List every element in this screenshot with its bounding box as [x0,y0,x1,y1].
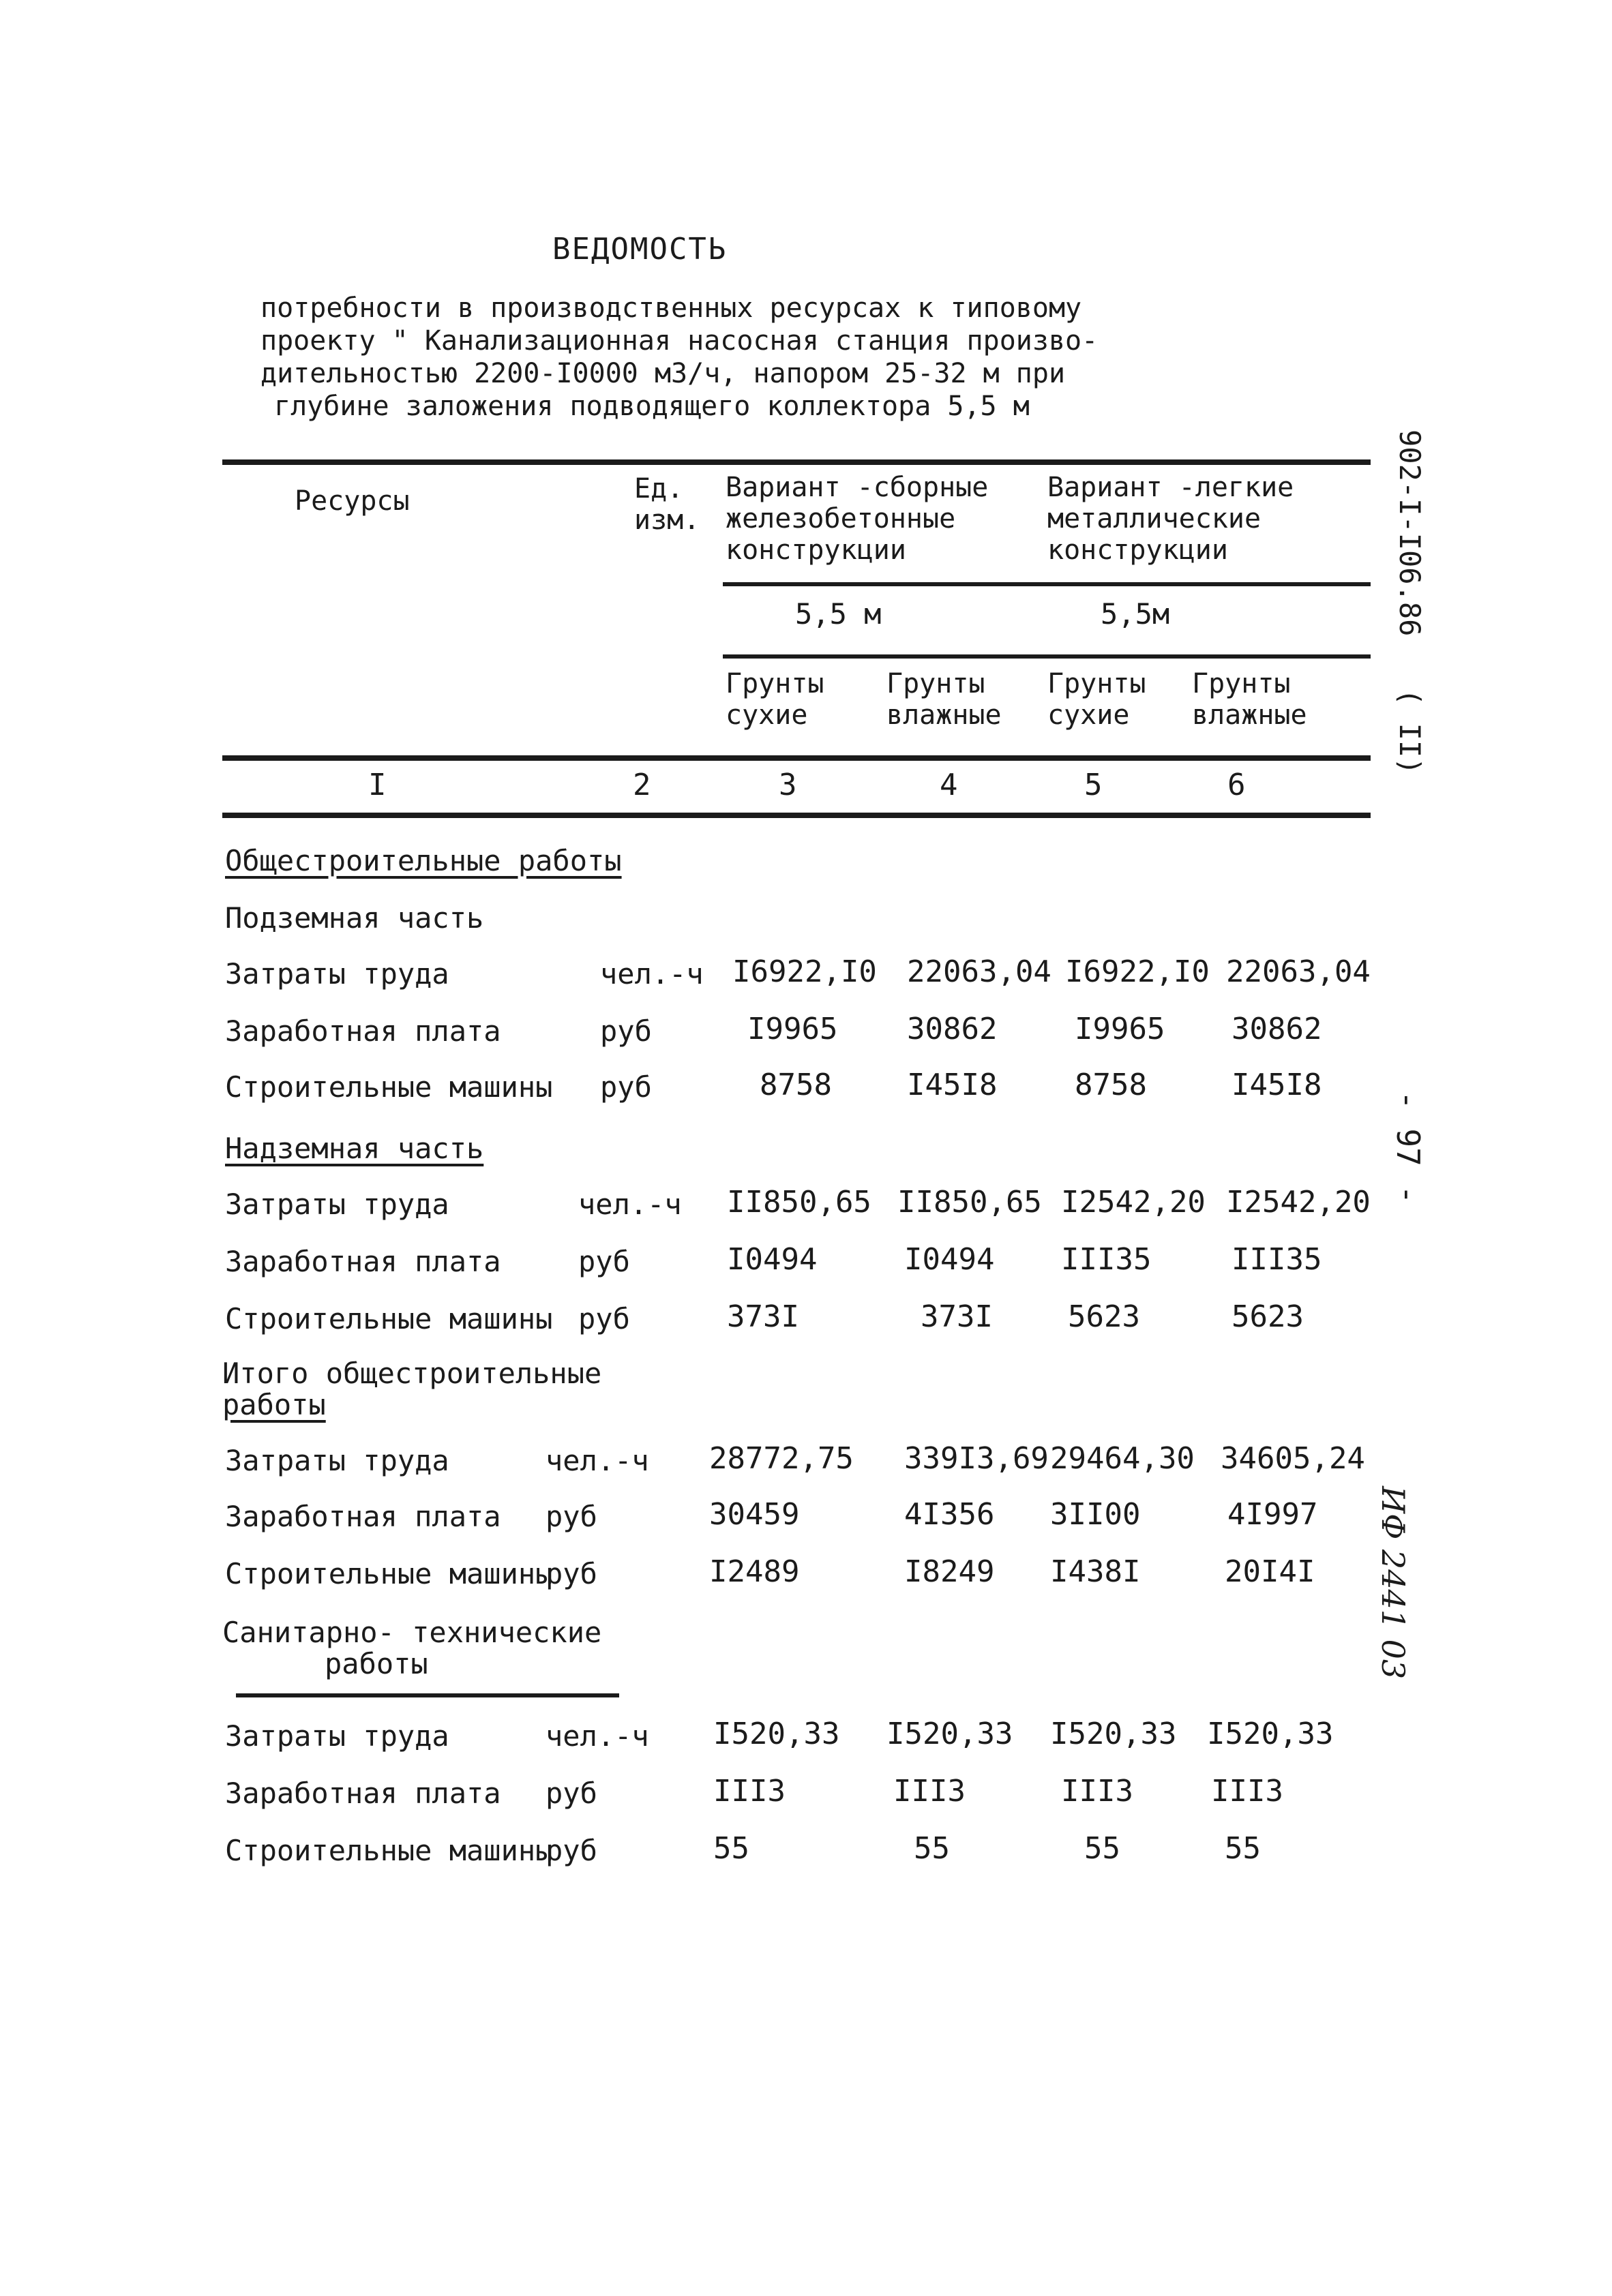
row-value: III35 [1232,1242,1322,1277]
col-number: 3 [779,768,797,802]
row-value: I2542,20 [1061,1185,1206,1220]
row-unit: руб [546,1777,597,1810]
col-number: 2 [633,768,651,802]
row-value: I2542,20 [1226,1185,1371,1220]
subtitle-line: проекту " Канализационная насосная станция произво- [260,325,1099,357]
row-value: III35 [1061,1242,1152,1277]
row-label: Строительные машины [225,1834,553,1867]
row-value: I45I8 [907,1068,998,1102]
row-value: 4I356 [904,1497,995,1532]
subtitle-line: потребности в производственных ресурсах к типовому [260,292,1082,324]
row-label: Строительные машины [225,1070,553,1104]
section-underground: Подземная часть [225,901,484,935]
row-unit: руб [600,1014,652,1048]
row-unit: чел.-ч [546,1444,649,1477]
header-bottom-rule [222,755,1371,761]
row-value: I520,33 [713,1717,840,1751]
header-top-rule [222,459,1371,465]
row-label: Затраты труда [225,957,449,991]
col-number: 4 [940,768,958,802]
row-value: 8758 [1075,1068,1147,1102]
document-subtitle [260,292,1098,423]
row-value: 55 [1225,1831,1261,1866]
col-number-rule [222,813,1371,818]
row-unit: руб [546,1557,597,1590]
row-label: Строительные машины [225,1302,553,1335]
row-unit: руб [600,1070,652,1104]
header-soil-dry-1: Грунты сухие [726,668,824,731]
row-value: III3 [893,1774,966,1809]
row-unit: чел.-ч [578,1188,682,1221]
depth-rule [723,654,1371,659]
section-sanitary: Санитарно- технические работы [222,1616,602,1680]
row-value: III3 [1061,1774,1133,1809]
row-label: Затраты труда [225,1719,449,1753]
page-number: - 97 - [1390,1091,1427,1205]
row-value: I9965 [747,1012,838,1046]
row-unit: руб [578,1245,630,1278]
row-value: I0494 [727,1242,818,1277]
row-value: 34605,24 [1221,1441,1365,1476]
row-label: Заработная плата [225,1500,501,1533]
row-value: 30459 [709,1497,800,1532]
row-unit: чел.-ч [546,1719,649,1753]
document-code: 902-I-I06.86 [1393,429,1427,637]
row-value: 28772,75 [709,1441,854,1476]
row-unit: руб [546,1500,597,1533]
row-value: I520,33 [886,1717,1013,1751]
header-soil-wet-2: Грунты влажные [1192,668,1307,731]
row-value: 3II00 [1050,1497,1141,1532]
row-value: I520,33 [1207,1717,1334,1751]
col-number: I [368,768,387,802]
row-value: 20I4I [1225,1554,1315,1589]
header-soil-wet-1: Грунты влажные [886,668,1002,731]
row-value: I438I [1050,1554,1141,1589]
row-value: I0494 [904,1242,995,1277]
row-label: Заработная плата [225,1777,501,1810]
col-number: 6 [1227,768,1246,802]
row-label: Строительные машины [225,1557,553,1590]
row-value: 4I997 [1227,1497,1318,1532]
row-value: 55 [713,1831,749,1866]
row-value: 55 [914,1831,950,1866]
row-value: II850,65 [897,1185,1042,1220]
subtitle-line: дительностью 2200-I0000 м3/ч, напором 25-32 м при [260,358,1066,389]
row-value: I6922,I0 [1065,954,1210,989]
row-value: 5623 [1232,1299,1304,1334]
row-unit: руб [546,1834,597,1867]
section-aboveground: Надземная часть [225,1132,484,1165]
header-variant-2: Вариант -легкие металлические конструкции [1047,472,1294,566]
variant-rule [723,582,1371,586]
archive-stamp: ИФ 2441 03 [1375,1486,1412,1680]
document-title: ВЕДОМОСТЬ [552,232,728,267]
col-number: 5 [1084,768,1103,802]
header-depth-2: 5,5м [1101,597,1170,631]
row-label: Заработная плата [225,1014,501,1048]
row-unit: чел.-ч [600,957,704,991]
row-value: 55 [1084,1831,1120,1866]
subtitle-line: глубине заложения подводящего коллектора 5,5 м [274,391,1030,422]
header-soil-dry-2: Грунты сухие [1047,668,1146,731]
header-unit-line1: Ед. [634,473,684,504]
row-value: I520,33 [1050,1717,1177,1751]
row-value: III3 [713,1774,786,1809]
row-value: I2489 [709,1554,800,1589]
row-label: Затраты труда [225,1444,449,1477]
section-general: Общестроительные работы [225,844,622,877]
row-value: III3 [1211,1774,1283,1809]
row-value: I8249 [904,1554,995,1589]
header-depth-1: 5,5 м [795,597,882,631]
row-value: I45I8 [1232,1068,1322,1102]
row-value: 5623 [1068,1299,1140,1334]
row-value: 22063,04 [1226,954,1371,989]
header-resources: Ресурсы [295,485,410,517]
row-label: Затраты труда [225,1188,449,1221]
row-value: 373I [727,1299,799,1334]
row-value: II850,65 [727,1185,871,1220]
row-label: Заработная плата [225,1245,501,1278]
row-value: 30862 [907,1012,998,1046]
sanitary-underline [236,1693,619,1697]
row-value: I6922,I0 [732,954,877,989]
row-value: 30862 [1232,1012,1322,1046]
header-unit-line2: изм. [634,504,700,536]
row-unit: руб [578,1302,630,1335]
section-total-general: Итого общестроительные работы [222,1357,602,1421]
row-value: I9965 [1075,1012,1165,1046]
album-number: ( II) [1393,689,1427,775]
row-value: 8758 [760,1068,832,1102]
header-variant-1: Вариант -сборные железобетонные конструкции [726,472,989,566]
row-value: 22063,04 [907,954,1051,989]
row-value: 29464,30 [1050,1441,1195,1476]
row-value: 373I [921,1299,993,1334]
row-value: 339I3,69 [904,1441,1049,1476]
